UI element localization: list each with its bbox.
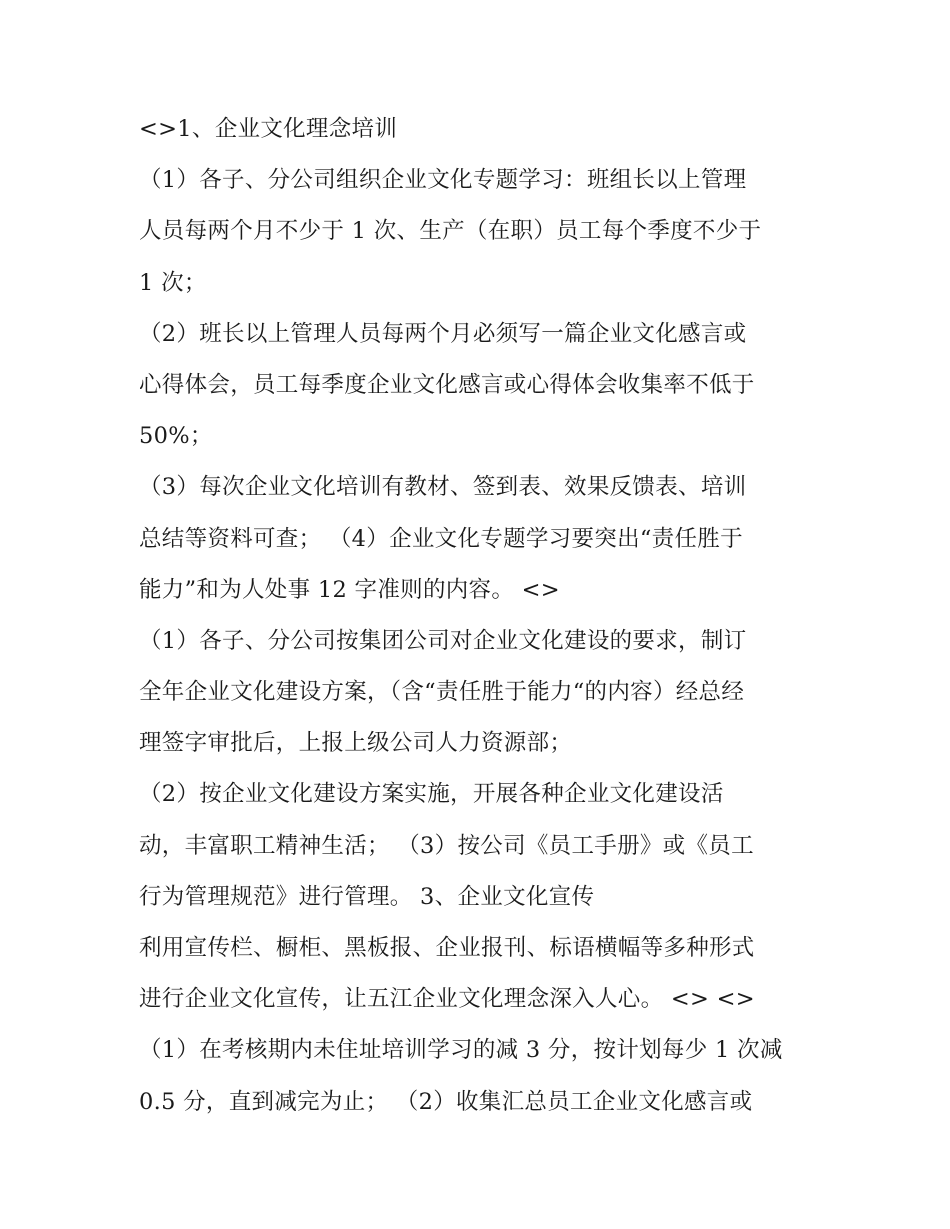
paragraph-line: （2）按企业文化建设方案实施，开展各种企业文化建设活 — [139, 781, 724, 808]
document-body — [139, 104, 819, 1128]
paragraph-line: 心得体会，员工每季度企业文化感言或心得体会收集率不低于 — [139, 371, 755, 398]
paragraph-line: 0.5 分，直到减完为止； （2）收集汇总员工企业文化感言或 — [139, 1088, 753, 1115]
paragraph-line: 50%； — [139, 423, 213, 450]
paragraph-line: （3）每次企业文化培训有教材、签到表、效果反馈表、培训 — [139, 474, 747, 501]
paragraph-line: （1）各子、分公司组织企业文化专题学习：班组长以上管理 — [139, 167, 747, 194]
paragraph-line: 能力”和为人处事 12 字准则的内容。 <> — [139, 576, 560, 603]
section-heading-culture-training: <>1、企业文化理念培训 — [139, 116, 398, 142]
paragraph-line: 进行企业文化宣传，让五江企业文化理念深入人心。 <> <> — [139, 986, 755, 1013]
paragraph-line: （2）班长以上管理人员每两个月必须写一篇企业文化感言或 — [139, 320, 747, 347]
paragraph-line: （1）各子、分公司按集团公司对企业文化建设的要求，制订 — [139, 627, 747, 654]
paragraph-line: 人员每两个月不少于 1 次、生产（在职）员工每个季度不少于 — [139, 218, 762, 245]
paragraph-line: 理签字审批后，上报上级公司人力资源部； — [139, 730, 573, 757]
paragraph-line: 动，丰富职工精神生活； （3）按公司《员工手册》或《员工 — [139, 832, 754, 859]
paragraph-line: 1 次； — [139, 269, 207, 296]
paragraph-line: 利用宣传栏、橱柜、黑板报、企业报刊、标语横幅等多种形式 — [139, 935, 755, 961]
paragraph-line: 全年企业文化建设方案，（含“责任胜于能力“的内容）经总经 — [139, 679, 745, 706]
paragraph-line: （1）在考核期内未住址培训学习的减 3 分，按计划每少 1 次减 — [139, 1037, 783, 1064]
paragraph-line: 行为管理规范》进行管理。 3、企业文化宣传 — [139, 883, 595, 910]
paragraph-line: 总结等资料可查； （4）企业文化专题学习要突出“责任胜于 — [139, 525, 743, 552]
